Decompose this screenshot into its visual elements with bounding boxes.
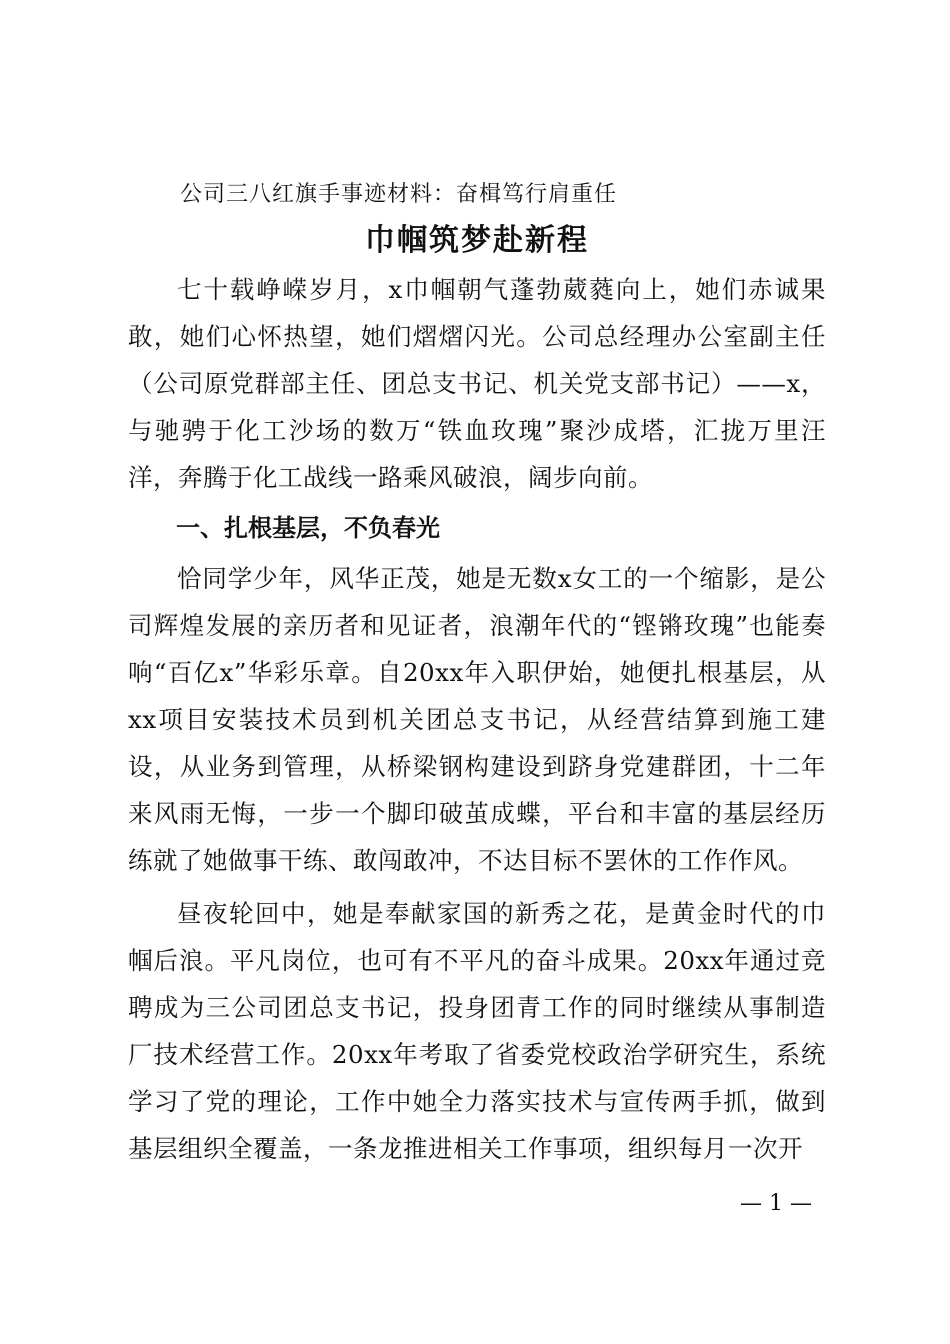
intro-paragraph: 七十载峥嵘岁月，x巾帼朝气蓬勃葳蕤向上，她们赤诚果敢，她们心怀热望，她们熠熠闪光。公司总经理办公室副主任（公司原党群部主任、团总支书记、机关党支部书记）——x，与驰骋于化工沙场的数万“铁血玫瑰”聚沙成塔，汇拢万里汪洋，奔腾于化工战线一路乘风破浪，阔步向前。 — [128, 275, 826, 492]
page-number: — 1 — — [740, 1191, 812, 1216]
section-1-paragraph-1: 恰同学少年，风华正茂，她是无数x女工的一个缩影，是公司辉煌发展的亲历者和见证者，浪潮年代的“铿锵玫瑰”也能奏响“百亿x”华彩乐章。自20xx年入职伊始，她便扎根基层，从xx项目安装技术员到机关团总支书记，从经营结算到施工建设，从业务到管理，从桥梁钢构建设到跻身党建群团，十二年来风雨无悔，一步一个脚印破茧成蝶，平台和丰富的基层经历练就了她做事干练、敢闯敢冲，不达目标不罢休的工作作风。 — [128, 564, 826, 875]
section-1-paragraph-2: 昼夜轮回中，她是奉献家国的新秀之花，是黄金时代的巾帼后浪。平凡岗位，也可有不平凡的奋斗成果。20xx年通过竞聘成为三公司团总支书记，投身团青工作的同时继续从事制造厂技术经营工作。20xx年考取了省委党校政治学研究生，系统学习了党的理论，工作中她全力落实技术与宣传两手抓，做到基层组织全覆盖，一条龙推进相关工作事项，组织每月一次开 — [128, 899, 826, 1163]
document-body — [128, 174, 826, 1172]
section-1-heading: 一、扎根基层，不负春光 — [176, 514, 440, 542]
document-subtitle: 公司三八红旗手事迹材料：奋楫笃行肩重任 — [180, 182, 618, 207]
document-title: 巾帼筑梦赴新程 — [365, 223, 589, 258]
